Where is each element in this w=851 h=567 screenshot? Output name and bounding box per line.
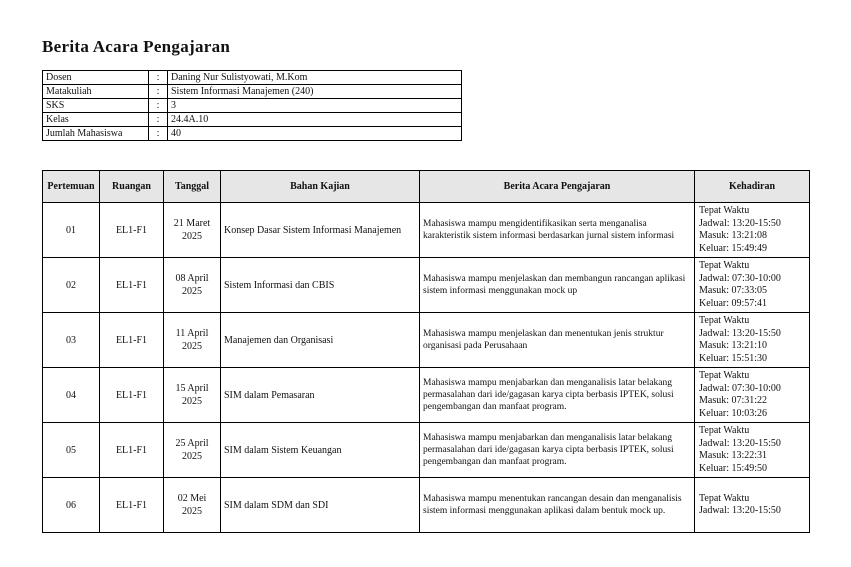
cell-kehadiran: [695, 258, 810, 313]
cell-bahan-kajian: SIM dalam Sistem Keuangan: [221, 423, 420, 478]
info-separator: :: [149, 85, 168, 99]
cell-pertemuan: 04: [43, 368, 100, 423]
attendance-out: Keluar: 09:57:41: [699, 297, 768, 309]
table-row: [43, 313, 810, 368]
info-value: 24.4A.10: [168, 113, 462, 127]
attendance-schedule: Jadwal: 07:30-10:00: [699, 272, 781, 284]
table-row: [43, 478, 810, 533]
attendance-out: Keluar: 15:49:49: [699, 242, 768, 254]
cell-berita-acara: Mahasiswa mampu menjabarkan dan menganalisis latar belakang permasalahan dari ide/gagasan karya cipta berbasis IPTEK, solusi pengembangan dan manfaat program.: [420, 423, 695, 478]
attendance-status: Tepat Waktu: [699, 492, 750, 504]
header-berita-acara: Berita Acara Pengajaran: [420, 171, 695, 203]
cell-bahan-kajian: SIM dalam Pemasaran: [221, 368, 420, 423]
cell-pertemuan: 01: [43, 203, 100, 258]
attendance-in: Masuk: 13:22:31: [699, 450, 768, 461]
info-label: Kelas: [43, 113, 149, 127]
attendance-schedule: Jadwal: 13:20-15:50: [699, 437, 781, 449]
info-row: [43, 71, 462, 85]
cell-ruangan: EL1-F1: [100, 203, 164, 258]
attendance-in: Masuk: 13:21:08: [699, 230, 768, 241]
info-separator: :: [149, 113, 168, 127]
cell-berita-acara: Mahasiswa mampu mengidentifikasikan serta menganalisa karakteristik sistem informasi berdasarkan jurnal sistem informasi: [420, 203, 695, 258]
cell-ruangan: EL1-F1: [100, 368, 164, 423]
header-ruangan: Ruangan: [100, 171, 164, 203]
info-value: Daning Nur Sulistyowati, M.Kom: [168, 71, 462, 85]
attendance-schedule: Jadwal: 07:30-10:00: [699, 382, 781, 394]
teaching-log-table: [42, 170, 810, 533]
cell-bahan-kajian: Sistem Informasi dan CBIS: [221, 258, 420, 313]
cell-pertemuan: 03: [43, 313, 100, 368]
cell-ruangan: EL1-F1: [100, 313, 164, 368]
header-bahan-kajian: Bahan Kajian: [221, 171, 420, 203]
attendance-out: Keluar: 15:49:50: [699, 462, 768, 474]
cell-tanggal: 21 Maret 2025: [164, 203, 221, 258]
cell-bahan-kajian: Manajemen dan Organisasi: [221, 313, 420, 368]
attendance-in: Masuk: 07:31:22: [699, 395, 768, 406]
page-title: Berita Acara Pengajaran: [42, 37, 231, 56]
cell-berita-acara: Mahasiswa mampu menjelaskan dan membangun rancangan aplikasi sistem informasi menggunakan mock up: [420, 258, 695, 313]
cell-pertemuan: 05: [43, 423, 100, 478]
attendance-status: Tepat Waktu: [699, 425, 750, 436]
attendance-schedule: Jadwal: 13:20-15:50: [699, 505, 781, 516]
cell-tanggal: 02 Mei 2025: [164, 478, 221, 533]
cell-kehadiran: [695, 423, 810, 478]
attendance-status: Tepat Waktu: [699, 370, 750, 381]
info-separator: :: [149, 99, 168, 113]
attendance-in: Masuk: 07:33:05: [699, 285, 768, 296]
cell-ruangan: EL1-F1: [100, 478, 164, 533]
cell-berita-acara: Mahasiswa mampu menentukan rancangan desain dan menganalisis sistem informasi menggunakan aplikasi dalam bentuk mock up.: [420, 478, 695, 533]
cell-pertemuan: 02: [43, 258, 100, 313]
table-row: [43, 368, 810, 423]
table-row: [43, 258, 810, 313]
info-label: Matakuliah: [43, 85, 149, 99]
attendance-schedule: Jadwal: 13:20-15:50: [699, 327, 781, 339]
cell-bahan-kajian: Konsep Dasar Sistem Informasi Manajemen: [221, 203, 420, 258]
header-kehadiran: Kehadiran: [695, 171, 810, 203]
cell-kehadiran: [695, 368, 810, 423]
cell-kehadiran: [695, 478, 810, 533]
table-row: [43, 203, 810, 258]
cell-pertemuan: 06: [43, 478, 100, 533]
cell-ruangan: EL1-F1: [100, 423, 164, 478]
cell-ruangan: EL1-F1: [100, 258, 164, 313]
info-row: [43, 113, 462, 127]
attendance-out: Keluar: 15:51:30: [699, 352, 768, 364]
header-pertemuan: Pertemuan: [43, 171, 100, 203]
cell-tanggal: 25 April 2025: [164, 423, 221, 478]
info-label: Dosen: [43, 71, 149, 85]
info-row: [43, 127, 462, 141]
table-header-row: [43, 171, 810, 203]
cell-tanggal: 15 April 2025: [164, 368, 221, 423]
info-row: [43, 99, 462, 113]
cell-bahan-kajian: SIM dalam SDM dan SDI: [221, 478, 420, 533]
info-value: Sistem Informasi Manajemen (240): [168, 85, 462, 99]
info-label: SKS: [43, 99, 149, 113]
attendance-in: Masuk: 13:21:10: [699, 340, 768, 351]
table-row: [43, 423, 810, 478]
course-info-table: [42, 70, 462, 141]
info-value: 3: [168, 99, 462, 113]
cell-tanggal: 11 April 2025: [164, 313, 221, 368]
attendance-status: Tepat Waktu: [699, 205, 750, 216]
attendance-status: Tepat Waktu: [699, 315, 750, 326]
attendance-status: Tepat Waktu: [699, 260, 750, 271]
info-row: [43, 85, 462, 99]
cell-kehadiran: [695, 313, 810, 368]
cell-berita-acara: Mahasiswa mampu menjelaskan dan menentukan jenis struktur organisasi pada Perusahaan: [420, 313, 695, 368]
cell-tanggal: 08 April 2025: [164, 258, 221, 313]
cell-berita-acara: Mahasiswa mampu menjabarkan dan menganalisis latar belakang permasalahan dari ide/gagasan karya cipta berbasis IPTEK, solusi pengembangan dan manfaat program.: [420, 368, 695, 423]
cell-kehadiran: [695, 203, 810, 258]
info-separator: :: [149, 127, 168, 141]
attendance-schedule: Jadwal: 13:20-15:50: [699, 217, 781, 229]
info-value: 40: [168, 127, 462, 141]
header-tanggal: Tanggal: [164, 171, 221, 203]
info-label: Jumlah Mahasiswa: [43, 127, 149, 141]
attendance-out: Keluar: 10:03:26: [699, 407, 768, 419]
info-separator: :: [149, 71, 168, 85]
